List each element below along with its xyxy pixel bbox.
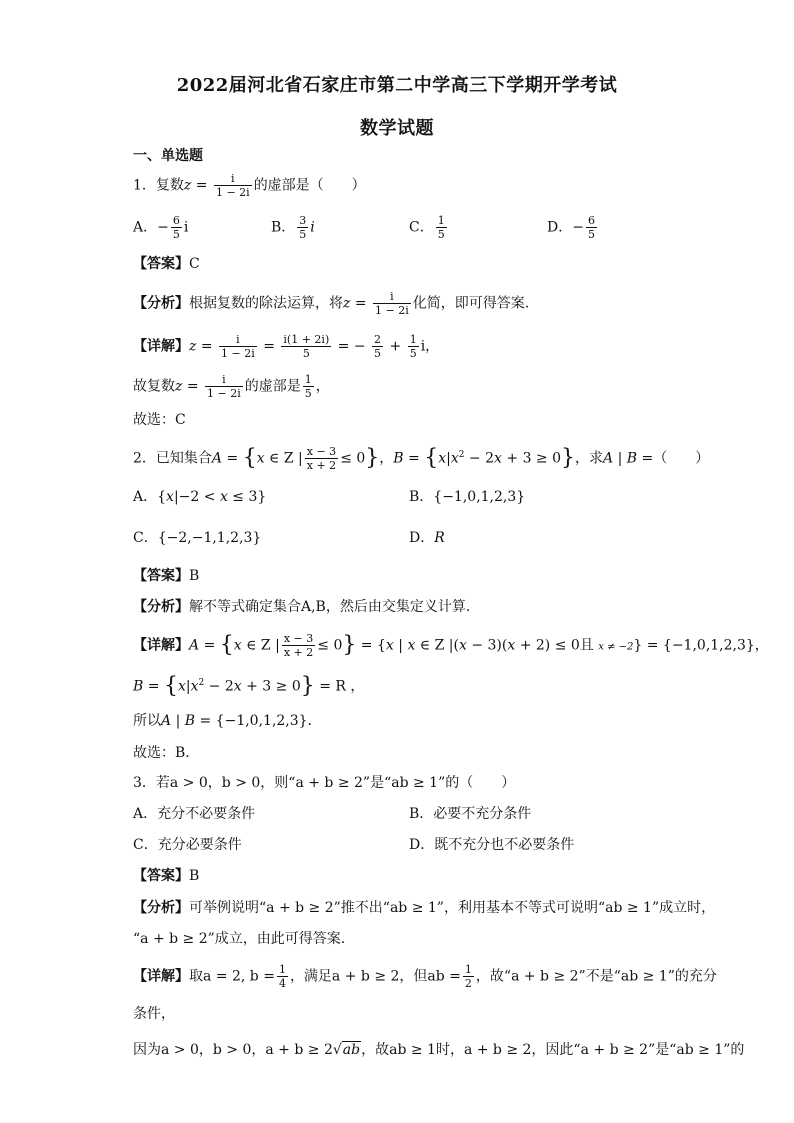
question-2: 2．已知集合A = {x ∈ Z | $\frac{x - 3}{x + 2}$ ≤ 0}，$B = \{x|x^2 - 2x + 3 \ge 0\}$，求A | B =（ ） (133, 445, 710, 473)
q1-suffix: 的虚部是（ ） (253, 177, 366, 194)
q2-analysis: 【分析】解不等式确定集合A,B，然后由交集定义计算． (133, 599, 480, 615)
q2-set-b: $B = \{x|x^2 - 2x + 3 \ge 0\} = R$ ， (133, 673, 365, 699)
q2-answer: 【答案】B (133, 568, 200, 584)
q1-opt-b: B． (271, 219, 296, 236)
q1-prefix: 1．复数 (133, 177, 184, 194)
page-subtitle: 数学试题 (360, 118, 434, 139)
q3-detail-3: 因为a > 0，b > 0，a + b ≥ 2√ab，故ab ≥ 1时，a + b ≥ 2，因此“a + b ≥ 2”是“ab ≥ 1”的 (133, 1042, 745, 1058)
q1-detail: 【详解】z = $\frac{i}{1 - 2i}$ = $\frac{i(1 + 2i)}{5}$ = − $\frac{2}{5}$ + $\frac{1}{5}$ i， (133, 333, 440, 360)
q1-answer: 【答案】C (133, 256, 200, 272)
q3-analysis-2: “a + b ≥ 2”成立，由此可得答案. (133, 931, 346, 947)
q2-choose: 故选：B． (133, 745, 200, 761)
q2-so: 所以A | B = {−1,0,1,2,3}． (133, 713, 322, 729)
question-3: 3．若a > 0，b > 0，则“a + b ≥ 2”是“ab ≥ 1”的（ ） (133, 775, 516, 791)
exam-page: 2022届河北省石家庄市第二中学高三下学期开学考试 数学试题 一、单选题 1．复数z = $\frac{i}{1 - 2i}$ 的虚部是（ ） A．− $\frac{6}{5}$ i B． $\frac{3}{5}$ i C． $\frac{1}{5}$ D．− $\frac{6}{5}$ 【答案】C 【分析】根据复数的除法运算，将z = $\frac{i}{1 - 2i}$ 化简，即可得答案. 【详解】z = $\frac{i}{1 - 2i}$ = $\frac{i(1 + 2i)}{5}$ = − $\frac{2}{5}$ + $\frac{1}{5}$ i， 故复数z = $\frac{i}{1 - 2i}$ 的虚部是 $\frac{1}{5}$ ， 故选：C 2．已知集合A = {x ∈ Z | $\frac{x - 3}{x + 2}$ ≤ 0}，$B = \{x|x^2 - 2x + 3 \ge 0\}$，求A | B =（ ） A．{x|−2 < x ≤ 3} B．{−1,0,1,2,3} C．{−2,−1,1,2,3} D．R 【答案】B 【分析】解不等式确定集合A,B，然后由交集定义计算． 【详解】A = {x ∈ Z | $\frac{x - 3}{x + 2}$ ≤ 0} = {x | x ∈ Z |(x − 3)(x + 2) ≤ 0且 x ≠ −2} = {−1,0,1,2,3}， $B = \{x|x^2 - 2x + 3 \ge 0\} = R$ ， 所以A | B = {−1,0,1,2,3}． 故选：B． 3．若a > 0，b > 0，则“a + b ≥ 2”是“ab ≥ 1”的（ ） A．充分不必要条件 B．必要不充分条件 C．充分必要条件 D．既不充分也不必要条件 【答案】B 【分析】可举例说明“a + b ≥ 2”推不出“ab ≥ 1”，利用基本不等式可说明“ab ≥ 1”成立时， “a + b ≥ 2”成立，由此可得答案. 【详解】取a = 2, b = $\frac{1}{4}$ ，满足a + b ≥ 2，但ab = $\frac{1}{2}$ ，故“a + b ≥ 2”不是“ab ≥ 1”的充分 条件， 因为a > 0，b > 0，a + b ≥ 2√ab，故ab ≥ 1时，a + b ≥ 2，因此“a + b ≥ 2”是“ab ≥ 1”的 (0, 0, 794, 1123)
page-title: 2022届河北省石家庄市第二中学高三下学期开学考试 (176, 75, 618, 96)
question-1: 1．复数z = $\frac{i}{1 - 2i}$ 的虚部是（ ） (133, 172, 366, 199)
q3-detail: 【详解】取a = 2, b = $\frac{1}{4}$ ，满足a + b ≥ 2，但ab = $\frac{1}{2}$ ，故“a + b ≥ 2”不是“ab ≥ 1”的充分 (133, 963, 717, 990)
q1-conclusion: 故复数z = $\frac{i}{1 - 2i}$ 的虚部是 $\frac{1}{5}$ ， (133, 373, 330, 400)
q1-opt-c: C． (409, 219, 434, 236)
section-heading: 一、单选题 (133, 148, 203, 164)
q3-answer: 【答案】B (133, 868, 200, 884)
q2-detail: 【详解】A = {x ∈ Z | $\frac{x - 3}{x + 2}$ ≤ 0} = {x | x ∈ Z |(x − 3)(x + 2) ≤ 0且 x ≠ −2} = {−1,0,1,2,3}， (133, 632, 769, 659)
q1-analysis: 【分析】根据复数的除法运算，将z = $\frac{i}{1 - 2i}$ 化简，即可得答案. (133, 290, 530, 317)
q3-analysis-1: 【分析】可举例说明“a + b ≥ 2”推不出“ab ≥ 1”，利用基本不等式可说明“ab ≥ 1”成立时， (133, 900, 716, 916)
q1-choose: 故选：C (133, 412, 186, 428)
q1-opt-a: A． (133, 219, 158, 236)
q3-detail-2: 条件， (133, 1006, 175, 1022)
q1-opt-d: D． (547, 219, 573, 236)
